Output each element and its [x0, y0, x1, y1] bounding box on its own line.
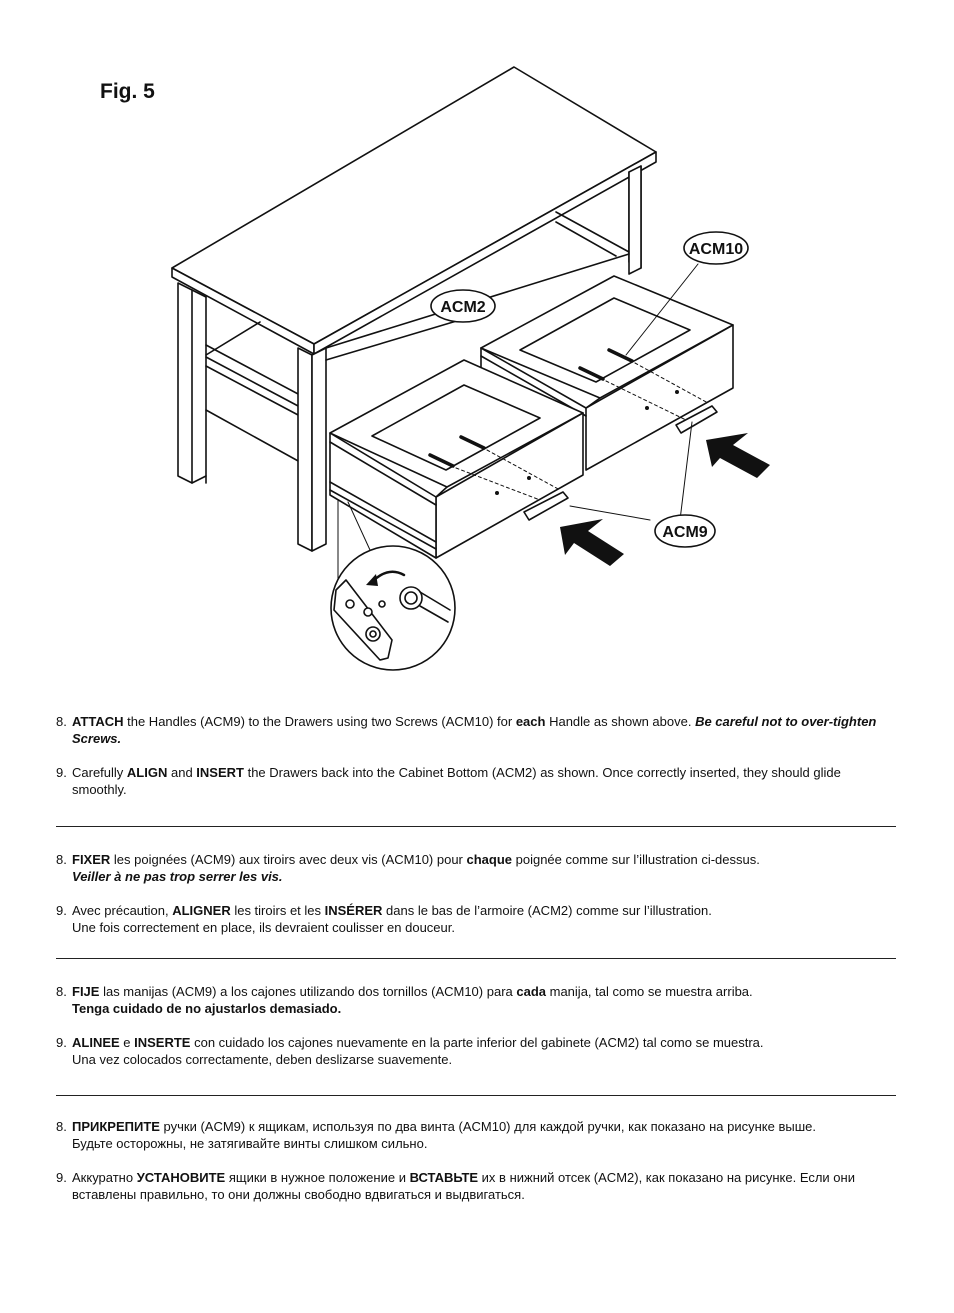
step-8-spanish: [56, 983, 896, 1017]
step-number: 8.: [56, 852, 67, 867]
callout-acm9: [655, 515, 715, 547]
instructions-french: [56, 851, 896, 936]
step-text: Carefully ALIGN and INSERT the Drawers back into the Cabinet Bottom (ACM2) as shown. Once correctly inserted, they should glide smoothly.: [72, 765, 841, 797]
step-8-french: [56, 851, 896, 885]
step-number: 8.: [56, 1119, 67, 1134]
step-8-russian: [56, 1118, 896, 1152]
step-text: Avec précaution, ALIGNER les tiroirs et les INSÉRER dans le bas de l’armoire (ACM2) comme sur l’illustration. Une fois correctement en place, ils devraient coulisser en douceur.: [72, 903, 712, 935]
callout-acm2: [431, 290, 495, 322]
step-8-english: [56, 713, 896, 747]
callout-acm10-label: ACM10: [688, 241, 744, 258]
step-9-french: [56, 902, 896, 936]
divider: [56, 958, 896, 959]
step-number: 9.: [56, 903, 67, 918]
figure-title: Fig. 5: [100, 80, 155, 103]
arrow-lower: [560, 519, 624, 566]
step-text: ПРИКРЕПИТЕ ручки (ACM9) к ящикам, используя по два винта (ACM10) для каждой ручки, как показано на рисунке выше. Будьте осторожны, не затягивайте винты слишком сильно.: [72, 1119, 816, 1151]
divider: [56, 1095, 896, 1096]
step-text: FIJE las manijas (ACM9) a los cajones utilizando dos tornillos (ACM10) para cada manija, tal como se muestra arriba. Tenga cuidado de no ajustarlos demasiado.: [72, 984, 753, 1016]
step-text: FIXER les poignées (ACM9) aux tiroirs avec deux vis (ACM10) pour chaque poignée comme sur l’illustration ci-dessus. Veiller à ne pas trop serrer les vis.: [72, 852, 760, 884]
step-9-english: [56, 764, 896, 798]
step-number: 9.: [56, 765, 67, 780]
step-number: 8.: [56, 984, 67, 999]
arrow-upper: [706, 433, 770, 478]
callout-acm9-label: ACM9: [662, 524, 708, 541]
step-9-russian: [56, 1169, 896, 1203]
step-number: 8.: [56, 714, 67, 729]
divider: [56, 826, 896, 827]
callout-acm10: [684, 232, 748, 264]
step-number: 9.: [56, 1170, 67, 1185]
instructions-english: [56, 713, 896, 798]
callout-acm2-label: ACM2: [440, 299, 486, 316]
drawer-left: [330, 360, 583, 558]
step-text: ALINEE e INSERTE con cuidado los cajones nuevamente en la parte inferior del gabinete (ACM2) tal como se muestra. Una vez colocados correctamente, deben deslizarse suavemente.: [72, 1035, 764, 1067]
instructions-russian: [56, 1118, 896, 1203]
step-text: Аккуратно УСТАНОВИТЕ ящики в нужное положение и ВСТАВЬТЕ их в нижний отсек (ACM2), как показано на рисунке. Если они вставлены правильно, то они должны свободно вдвигаться и выдвигаться.: [72, 1170, 855, 1202]
step-text: ATTACH the Handles (ACM9) to the Drawers using two Screws (ACM10) for each Handle as shown above. Be careful not to over-tighten Screws.: [72, 714, 877, 746]
instructions-spanish: [56, 983, 896, 1068]
slide-detail-zoom: [331, 546, 455, 670]
step-number: 9.: [56, 1035, 67, 1050]
step-9-spanish: [56, 1034, 896, 1068]
